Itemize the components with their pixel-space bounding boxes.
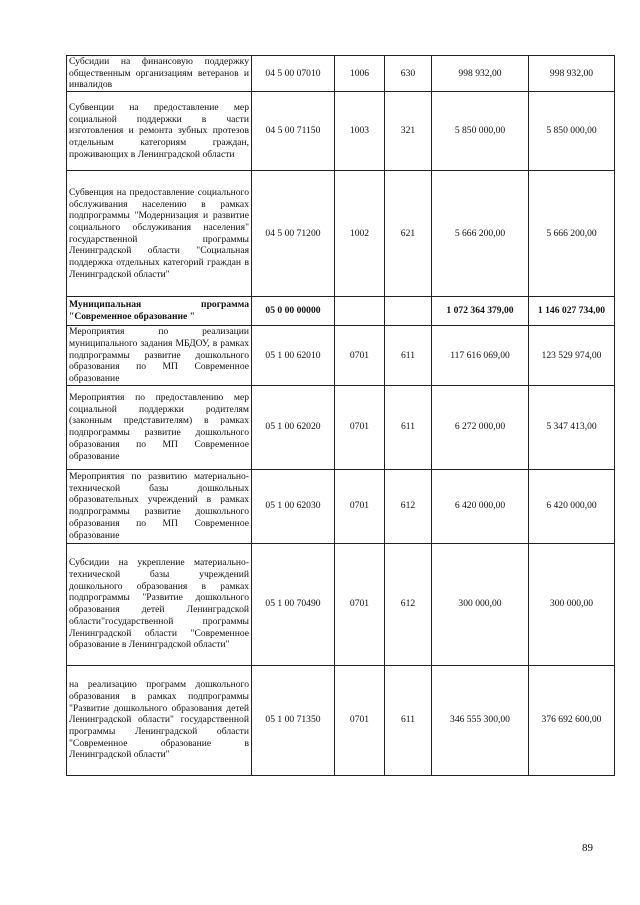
row-section: 1003	[335, 92, 385, 171]
row-vr: 630	[385, 56, 432, 92]
row-sum-1: 5 850 000,00	[432, 92, 529, 171]
row-sum-2: 5 347 413,00	[529, 385, 615, 469]
page-number: 89	[582, 842, 593, 854]
row-name: на реализацию программ дошкольного образования в рамках подпрограммы "Развитие дошкольного образования детей Ленинградской области" государственной программы Ленинградской области "Современное образование в Ленинградской области"	[67, 665, 252, 775]
table-row	[67, 543, 615, 665]
row-vr: 611	[385, 665, 432, 775]
table-row	[67, 92, 615, 171]
row-vr: 321	[385, 92, 432, 171]
row-sum-2: 5 666 200,00	[529, 171, 615, 297]
row-sum-2: 123 529 974,00	[529, 326, 615, 386]
row-vr: 611	[385, 385, 432, 469]
row-sum-2: 300 000,00	[529, 543, 615, 665]
row-csr: 04 5 00 71150	[252, 92, 335, 171]
table-row	[67, 171, 615, 297]
row-csr: 05 1 00 62030	[252, 469, 335, 543]
row-csr: 04 5 00 07010	[252, 56, 335, 92]
row-section: 0701	[335, 469, 385, 543]
table-row	[67, 385, 615, 469]
row-section: 0701	[335, 543, 385, 665]
row-csr: 05 1 00 62010	[252, 326, 335, 386]
row-vr	[385, 297, 432, 326]
row-section: 0701	[335, 665, 385, 775]
row-vr: 611	[385, 326, 432, 386]
row-section	[335, 297, 385, 326]
row-sum-2: 1 146 027 734,00	[529, 297, 615, 326]
row-name: Субсидии на укрепление материально-технической базы учреждений дошкольного образования в рамках подпрограммы "Развитие дошкольного образования детей Ленинградской области"государственной программы Ленинградской области "Современное образование в Ленинградской области"	[67, 543, 252, 665]
row-csr: 05 1 00 70490	[252, 543, 335, 665]
row-name: Мероприятия по реализации муниципального задания МБДОУ, в рамках подпрограммы развитие дошкольного образования по МП Современное образование	[67, 326, 252, 386]
row-sum-1: 346 555 300,00	[432, 665, 529, 775]
row-sum-1: 1 072 364 379,00	[432, 297, 529, 326]
row-name: Субвенция на предоставление социального обслуживания населению в рамках подпрограммы "Модернизация и развитие социального обслуживания населения" государственной программы Ленинградской области "Социальная поддержка отдельных категорий граждан в Ленинградской области"	[67, 171, 252, 297]
row-section: 1006	[335, 56, 385, 92]
row-csr: 04 5 00 71200	[252, 171, 335, 297]
row-csr: 05 1 00 71350	[252, 665, 335, 775]
row-sum-2: 5 850 000,00	[529, 92, 615, 171]
table-row	[67, 56, 615, 92]
row-vr: 621	[385, 171, 432, 297]
row-sum-2: 6 420 000,00	[529, 469, 615, 543]
table-row	[67, 297, 615, 326]
row-csr: 05 0 00 00000	[252, 297, 335, 326]
row-name: Субсидии на финансовую поддержку общественным организациям ветеранов и инвалидов	[67, 56, 252, 92]
row-vr: 612	[385, 543, 432, 665]
row-vr: 612	[385, 469, 432, 543]
row-section: 0701	[335, 385, 385, 469]
table-row	[67, 469, 615, 543]
budget-table	[66, 55, 615, 776]
row-name: Мероприятия по предоставлению мер социальной поддержки родителям (законным представителям) в рамках подпрограммы развитие дошкольного образования по МП Современное образование	[67, 385, 252, 469]
row-section: 0701	[335, 326, 385, 386]
row-name: Субвенции на предоставление мер социальной поддержки в части изготовления и ремонта зубных протезов отдельным категориям граждан, проживающих в Ленинградской области	[67, 92, 252, 171]
table-row	[67, 665, 615, 775]
row-sum-1: 6 420 000,00	[432, 469, 529, 543]
table-row	[67, 326, 615, 386]
row-sum-1: 6 272 000,00	[432, 385, 529, 469]
row-sum-1: 300 000,00	[432, 543, 529, 665]
row-sum-2: 376 692 600,00	[529, 665, 615, 775]
row-section: 1002	[335, 171, 385, 297]
row-sum-2: 998 932,00	[529, 56, 615, 92]
row-sum-1: 5 666 200,00	[432, 171, 529, 297]
row-sum-1: 998 932,00	[432, 56, 529, 92]
row-csr: 05 1 00 62020	[252, 385, 335, 469]
row-name: Муниципальная программа "Современное образование "	[67, 297, 252, 326]
row-sum-1: 117 616 069,00	[432, 326, 529, 386]
row-name: Мероприятия по развитию материально-технической базы дошкольных образовательных учреждений в рамках подпрограммы развитие дошкольного образования по МП Современное образование	[67, 469, 252, 543]
